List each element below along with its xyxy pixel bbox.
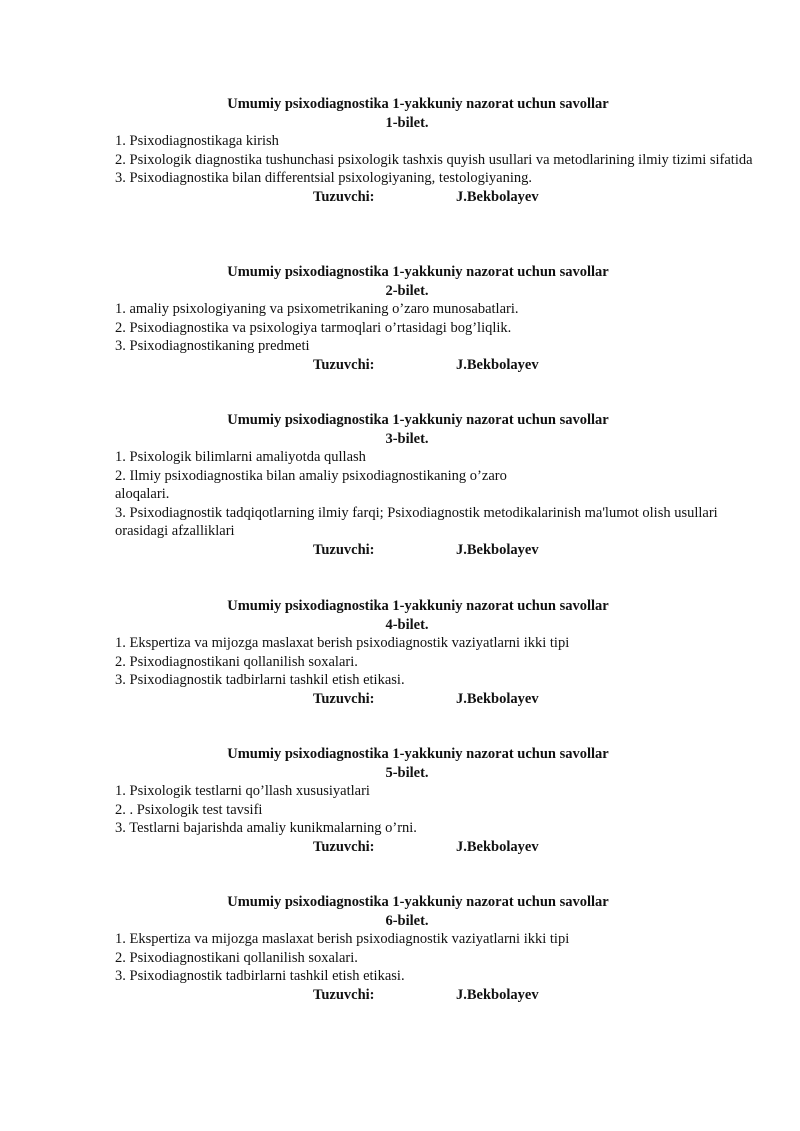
- question-item: 1. Psixodiagnostikaga kirish: [115, 133, 279, 149]
- author-label: Tuzuvchi:: [313, 986, 375, 1003]
- question-list: [115, 300, 755, 356]
- ticket-number: 3-bilet.: [385, 430, 429, 447]
- question-list: [115, 634, 755, 690]
- ticket-heading: Umumiy psixodiagnostika 1-yakkuniy nazorat uchun savollar: [227, 96, 609, 112]
- ticket-number: 5-bilet.: [385, 764, 429, 781]
- ticket-number: 4-bilet.: [385, 616, 429, 633]
- ticket-number: 6-bilet.: [385, 912, 429, 929]
- author-signature: [115, 838, 755, 857]
- author-name: J.Bekbolayev: [456, 838, 539, 855]
- question-list: [115, 132, 755, 188]
- ticket-heading: Umumiy psixodiagnostika 1-yakkuniy nazorat uchun savollar: [227, 598, 609, 614]
- question-item: 3. Psixodiagnostika bilan differentsial psixologiyaning, testologiyaning.: [115, 170, 532, 186]
- question-item: 1. Ekspertiza va mijozga maslaxat berish psixodiagnostik vaziyatlarni ikki tipi: [115, 931, 570, 947]
- author-label: Tuzuvchi:: [313, 541, 375, 558]
- author-name: J.Bekbolayev: [456, 541, 539, 558]
- ticket-heading: Umumiy psixodiagnostika 1-yakkuniy nazorat uchun savollar: [227, 264, 609, 280]
- ticket-heading: Umumiy psixodiagnostika 1-yakkuniy nazorat uchun savollar: [227, 746, 609, 762]
- ticket-number: 1-bilet.: [385, 114, 429, 131]
- author-signature: [115, 690, 755, 709]
- question-list: [115, 782, 755, 838]
- question-item: 3. Psixodiagnostikaning predmeti: [115, 338, 310, 354]
- question-item: 2. Psixologik diagnostika tushunchasi psixologik tashxis quyish usullari va metodlarining ilmiy tizimi sifatida: [115, 151, 753, 168]
- ticket-3: [115, 411, 755, 559]
- ticket-2: [115, 263, 755, 374]
- author-label: Tuzuvchi:: [313, 356, 375, 373]
- question-item: 2. . Psixologik test tavsifi: [115, 801, 263, 818]
- author-label: Tuzuvchi:: [313, 188, 375, 205]
- question-item: 2. Psixodiagnostikani qollanilish soxalari.: [115, 653, 358, 670]
- question-item: 2. Ilmiy psixodiagnostika bilan amaliy psixodiagnostikaning o’zaro aloqalari.: [115, 467, 507, 502]
- question-item: 3. Psixodiagnostik tadqiqotlarning ilmiy farqi; Psixodiagnostik metodikalarinish ma'lumot olish usullari orasidagi afzalliklari: [115, 504, 718, 539]
- author-signature: [115, 188, 755, 207]
- ticket-5: [115, 745, 755, 856]
- question-item: 1. Psixologik bilimlarni amaliyotda qullash: [115, 449, 366, 465]
- author-label: Tuzuvchi:: [313, 690, 375, 707]
- question-item: 2. Psixodiagnostika va psixologiya tarmoqlari o’rtasidagi bog’liqlik.: [115, 319, 512, 336]
- ticket-number: 2-bilet.: [385, 282, 429, 299]
- question-item: 3. Psixodiagnostik tadbirlarni tashkil etish etikasi.: [115, 672, 405, 688]
- ticket-heading: Umumiy psixodiagnostika 1-yakkuniy nazorat uchun savollar: [227, 894, 609, 910]
- question-item: 1. Psixologik testlarni qo’llash xususiyatlari: [115, 783, 370, 799]
- author-name: J.Bekbolayev: [456, 356, 539, 373]
- question-list: [115, 930, 755, 986]
- question-item: 1. Ekspertiza va mijozga maslaxat berish psixodiagnostik vaziyatlarni ikki tipi: [115, 635, 570, 651]
- author-signature: [115, 986, 755, 1005]
- question-list: [115, 448, 755, 541]
- question-item: 2. Psixodiagnostikani qollanilish soxalari.: [115, 949, 358, 966]
- author-name: J.Bekbolayev: [456, 986, 539, 1003]
- ticket-heading: Umumiy psixodiagnostika 1-yakkuniy nazorat uchun savollar: [227, 412, 609, 428]
- author-name: J.Bekbolayev: [456, 188, 539, 205]
- author-signature: [115, 356, 755, 375]
- author-signature: [115, 541, 755, 560]
- ticket-1: [115, 95, 755, 206]
- author-label: Tuzuvchi:: [313, 838, 375, 855]
- ticket-4: [115, 597, 755, 708]
- ticket-6: [115, 893, 755, 1004]
- question-item: 3. Psixodiagnostik tadbirlarni tashkil etish etikasi.: [115, 968, 405, 984]
- author-name: J.Bekbolayev: [456, 690, 539, 707]
- question-item: 3. Testlarni bajarishda amaliy kunikmalarning o’rni.: [115, 820, 417, 836]
- question-item: 1. amaliy psixologiyaning va psixometrikaning o’zaro munosabatlari.: [115, 301, 519, 317]
